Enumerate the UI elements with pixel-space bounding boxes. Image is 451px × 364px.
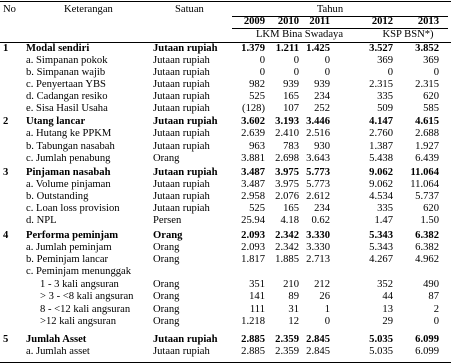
row-unit: Jutaan rupiah [153, 191, 210, 202]
row-value: 0 [433, 316, 439, 327]
row-unit: Jutaan rupiah [153, 203, 210, 214]
row-number: 5 [3, 334, 9, 345]
row-label: c. Peminjam menunggak [26, 266, 132, 277]
row-value: 111 [249, 304, 265, 315]
row-value: 1.817 [241, 254, 265, 265]
row-value: 212 [314, 279, 330, 290]
row-label: a. Jumlah asset [26, 346, 90, 357]
row-value: 2.359 [275, 346, 299, 357]
row-value: 4.267 [369, 254, 393, 265]
row-value: 1.425 [306, 43, 330, 54]
row-value: 11.064 [410, 167, 439, 178]
row-value: 5.035 [369, 334, 393, 345]
row-label: 8 - <12 kali angsuran [40, 304, 131, 315]
row-value: 0 [324, 316, 330, 327]
row-value: 6.382 [415, 230, 439, 241]
row-label: 1 - 3 kali angsuran [40, 279, 119, 290]
row-value: 1.218 [241, 316, 265, 327]
row-value: 2.093 [241, 242, 265, 253]
row-value: 525 [249, 91, 265, 102]
row-value: 963 [249, 141, 265, 152]
row-value: 31 [288, 304, 299, 315]
row-value: 585 [423, 103, 439, 114]
row-label: c. Penyertaan YBS [26, 79, 106, 90]
row-value: 4.962 [415, 254, 439, 265]
row-value: 335 [377, 203, 393, 214]
row-label: a. Simpanan pokok [26, 55, 108, 66]
row-label: Performa peminjam [26, 230, 119, 241]
row-value: 3.330 [306, 230, 330, 241]
row-value: 252 [314, 103, 330, 114]
header-no: No [3, 4, 16, 15]
row-value: 0 [324, 55, 330, 66]
row-unit: Orang [153, 279, 180, 290]
row-value: 2.342 [275, 242, 299, 253]
row-value: 5.773 [306, 179, 330, 190]
row-value: 352 [377, 279, 393, 290]
row-unit: Orang [153, 254, 180, 265]
row-value: 6.382 [415, 242, 439, 253]
row-label: Pinjaman nasabah [26, 167, 111, 178]
row-value: 5.035 [369, 346, 393, 357]
header-satuan: Satuan [175, 4, 204, 15]
row-value: 939 [283, 79, 299, 90]
row-label: >12 kali angsuran [40, 316, 116, 327]
row-value: 509 [377, 103, 393, 114]
row-value: 0 [259, 55, 265, 66]
row-unit: Jutaan rupiah [153, 128, 210, 139]
year-header: 2011 [309, 16, 330, 27]
row-value: 44 [382, 291, 393, 302]
row-value: 6.099 [415, 346, 439, 357]
row-value: 87 [428, 291, 439, 302]
row-value: 0 [433, 67, 439, 78]
row-label: Modal sendiri [26, 43, 90, 54]
row-value: 3.330 [306, 242, 330, 253]
row-label: Utang lancar [26, 116, 86, 127]
row-value: 2.760 [369, 128, 393, 139]
row-label: b. Simpanan wajib [26, 67, 106, 78]
row-unit: Jutaan rupiah [153, 67, 210, 78]
row-unit: Jutaan rupiah [153, 167, 218, 178]
row-value: 6.439 [415, 153, 439, 164]
row-unit: Orang [153, 316, 180, 327]
row-label: b. Peminjam lancar [26, 254, 109, 265]
row-value: 1.47 [374, 215, 393, 226]
row-unit: Jutaan rupiah [153, 179, 210, 190]
row-value: 2.698 [275, 153, 299, 164]
row-value: 939 [314, 79, 330, 90]
row-unit: Jutaan rupiah [153, 334, 218, 345]
row-value: 5.773 [306, 167, 330, 178]
row-value: 369 [423, 55, 439, 66]
row-value: 351 [249, 279, 265, 290]
row-label: Jumlah Asset [26, 334, 87, 345]
row-value: 3.193 [275, 116, 299, 127]
year-header: 2010 [277, 16, 299, 27]
row-unit: Jutaan rupiah [153, 79, 210, 90]
row-value: 4.615 [415, 116, 439, 127]
row-number: 3 [3, 167, 9, 178]
row-label: a. Jumlah peminjam [26, 242, 112, 253]
row-value: 165 [283, 203, 299, 214]
row-value: 11.064 [410, 179, 439, 190]
row-value: 525 [249, 203, 265, 214]
row-value: 13 [382, 304, 393, 315]
row-unit: Jutaan rupiah [153, 141, 210, 152]
row-unit: Orang [153, 304, 180, 315]
header-tahun: Tahun [316, 4, 344, 15]
row-value: 89 [288, 291, 299, 302]
row-value: 0 [259, 67, 265, 78]
row-value: 2.342 [275, 230, 299, 241]
row-value: 2 [433, 304, 439, 315]
row-label: > 3 - <8 kali angsuran [40, 291, 134, 302]
row-value: 107 [283, 103, 299, 114]
row-value: 620 [423, 203, 439, 214]
row-value: 210 [283, 279, 299, 290]
row-label: a. Volume pinjaman [26, 179, 111, 190]
row-value: 1.885 [275, 254, 299, 265]
year-header: 2013 [417, 16, 439, 27]
row-value: 25.94 [241, 215, 265, 226]
row-value: 3.487 [241, 179, 265, 190]
row-value: 5.737 [415, 191, 439, 202]
row-value: 2.516 [306, 128, 330, 139]
row-value: 3.643 [306, 153, 330, 164]
row-unit: Jutaan rupiah [153, 55, 210, 66]
row-value: 3.975 [275, 167, 299, 178]
row-value: 2.315 [369, 79, 393, 90]
row-value: 3.975 [275, 179, 299, 190]
row-value: 1.379 [241, 43, 265, 54]
row-label: c. Jumlah penabung [26, 153, 111, 164]
row-value: 2.093 [241, 230, 265, 241]
row-value: 2.958 [241, 191, 265, 202]
table-top-rule [0, 1, 451, 2]
row-value: 2.845 [306, 334, 330, 345]
row-value: 0 [324, 67, 330, 78]
row-value: 2.845 [306, 346, 330, 357]
row-label: b. Outstanding [26, 191, 89, 202]
row-value: 234 [314, 203, 330, 214]
row-value: 1.50 [420, 215, 439, 226]
row-value: (128) [242, 103, 265, 114]
row-value: 5.438 [369, 153, 393, 164]
row-value: 982 [249, 79, 265, 90]
row-number: 1 [3, 43, 9, 54]
row-value: 490 [423, 279, 439, 290]
row-value: 2.612 [306, 191, 330, 202]
row-unit: Orang [153, 291, 180, 302]
row-label: b. Tabungan nasabah [26, 141, 115, 152]
row-unit: Orang [153, 230, 183, 241]
row-value: 0.62 [311, 215, 330, 226]
row-value: 1 [324, 304, 330, 315]
row-value: 3.852 [415, 43, 439, 54]
row-unit: Orang [153, 153, 180, 164]
row-unit: Jutaan rupiah [153, 116, 218, 127]
row-value: 1.927 [415, 141, 439, 152]
row-value: 0 [387, 67, 393, 78]
row-unit: Jutaan rupiah [153, 346, 210, 357]
row-value: 234 [314, 91, 330, 102]
table-bottom-rule [0, 362, 451, 363]
row-value: 2.076 [275, 191, 299, 202]
row-value: 12 [288, 316, 299, 327]
row-value: 2.359 [275, 334, 299, 345]
row-value: 165 [283, 91, 299, 102]
year-header: 2009 [243, 16, 265, 27]
row-value: 3.527 [369, 43, 393, 54]
row-value: 2.639 [241, 128, 265, 139]
row-value: 26 [319, 291, 330, 302]
row-value: 9.062 [369, 179, 393, 190]
row-value: 4.534 [369, 191, 393, 202]
row-value: 141 [249, 291, 265, 302]
row-value: 3.602 [241, 116, 265, 127]
row-label: d. Cadangan resiko [26, 91, 108, 102]
row-value: 930 [314, 141, 330, 152]
row-number: 4 [3, 230, 9, 241]
row-value: 1.387 [369, 141, 393, 152]
row-label: e. Sisa Hasil Usaha [26, 103, 108, 114]
row-value: 335 [377, 91, 393, 102]
group-lkm: LKM Bina Swadaya [255, 29, 344, 40]
row-value: 3.446 [306, 116, 330, 127]
row-value: 783 [283, 141, 299, 152]
row-value: 2.315 [415, 79, 439, 90]
row-unit: Orang [153, 242, 180, 253]
row-unit: Jutaan rupiah [153, 103, 210, 114]
row-unit: Jutaan rupiah [153, 91, 210, 102]
row-value: 0 [293, 55, 299, 66]
header-keterangan: Keterangan [64, 4, 113, 15]
row-value: 3.487 [241, 167, 265, 178]
row-number: 2 [3, 116, 9, 127]
row-label: d. NPL [26, 215, 57, 226]
row-label: a. Hutang ke PPKM [26, 128, 112, 139]
row-value: 2.713 [306, 254, 330, 265]
row-value: 4.18 [280, 215, 299, 226]
row-value: 5.343 [369, 242, 393, 253]
row-value: 2.885 [241, 334, 265, 345]
group-ksp: KSP BSN*) [382, 29, 434, 40]
row-value: 369 [377, 55, 393, 66]
row-value: 2.688 [415, 128, 439, 139]
row-value: 2.885 [241, 346, 265, 357]
row-value: 620 [423, 91, 439, 102]
row-value: 2.410 [275, 128, 299, 139]
row-value: 5.343 [369, 230, 393, 241]
row-label: c. Loan loss provision [26, 203, 120, 214]
row-value: 0 [293, 67, 299, 78]
row-value: 6.099 [415, 334, 439, 345]
row-value: 1.211 [275, 43, 299, 54]
row-value: 4.147 [369, 116, 393, 127]
row-value: 3.881 [241, 153, 265, 164]
row-value: 9.062 [369, 167, 393, 178]
row-value: 29 [382, 316, 393, 327]
year-header: 2012 [371, 16, 393, 27]
row-unit: Persen [153, 215, 182, 226]
row-unit: Jutaan rupiah [153, 43, 218, 54]
